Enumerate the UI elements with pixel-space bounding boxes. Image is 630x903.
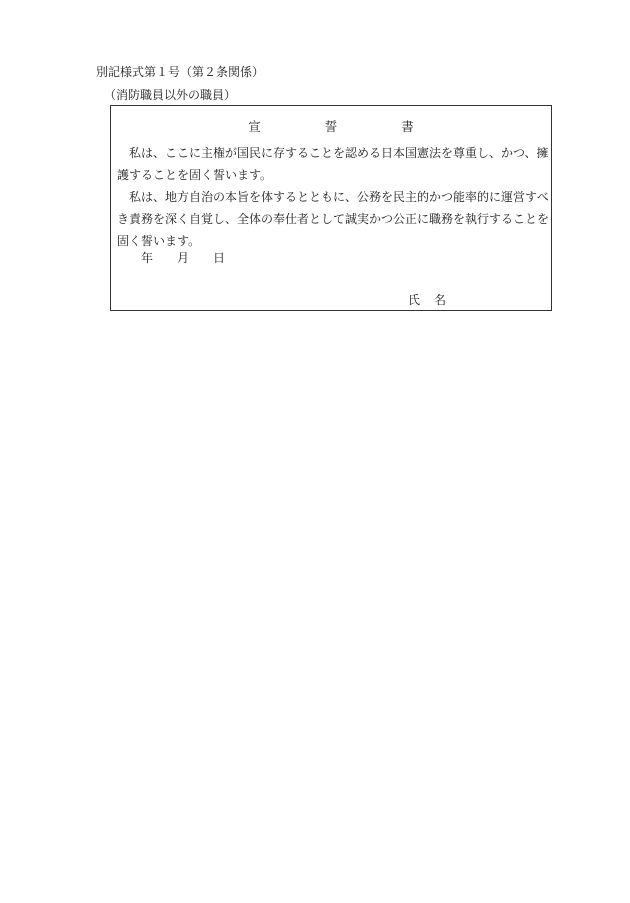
date-label-year: 年 [141,251,154,265]
name-label-char: 名 [434,293,447,307]
oath-title-char: 宣 [248,119,261,134]
name-line [408,292,460,308]
form-heading: 別記様式第１号（第２条関係） [96,65,265,79]
oath-box [110,105,552,311]
oath-paragraph: 私は、地方自治の本旨を体するとともに、公務を民主的かつ能率的に運営すべき責務を深く自覚し、全体の奉仕者として誠実かつ公正に職務を執行することを固く誓います。 [117,190,550,248]
oath-paragraph: 私は、ここに主権が国民に存することを認める日本国憲法を尊重し、かつ、擁護することを固く誓います。 [117,146,549,182]
oath-title-char: 誓 [324,119,338,134]
form-subheading: （消防職員以外の職員） [104,88,237,102]
oath-title [111,119,551,135]
name-label-char: 氏 [408,293,421,307]
oath-title-char: 書 [401,119,414,134]
date-label-day: 日 [213,251,226,265]
oath-body [117,142,551,252]
date-label-month: 月 [177,251,190,265]
date-line [141,250,249,266]
